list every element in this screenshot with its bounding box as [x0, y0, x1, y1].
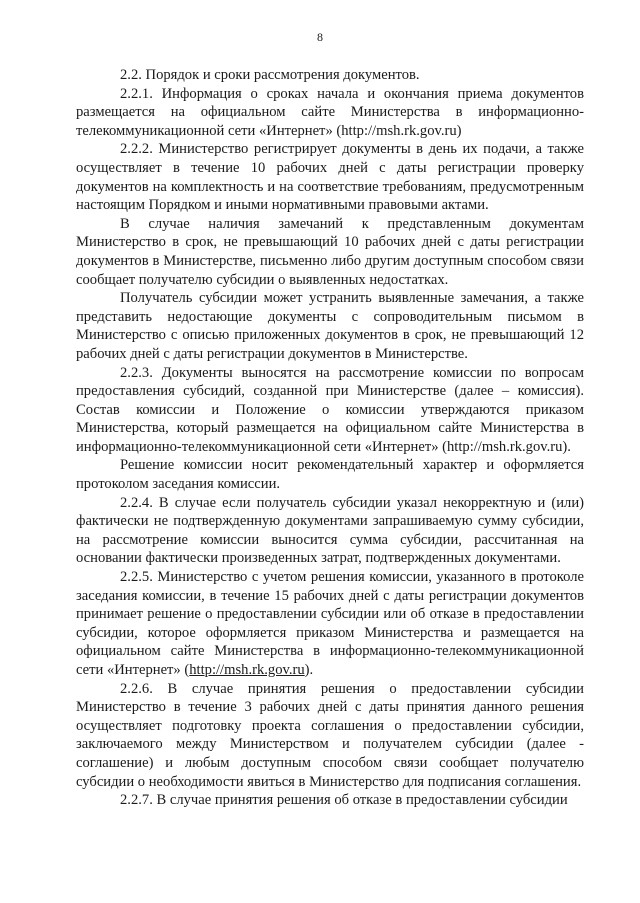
paragraph-2-2-2: 2.2.2. Министерство регистрирует документы в день их подачи, а также осуществляет в течение 10 рабочих дней с даты регистрации проверку документов на комплектность и на соответствие требованиям, предусмотренным настоящим Порядком и иными нормативными правовыми актами. — [76, 141, 584, 214]
page-number: 8 — [317, 30, 323, 44]
paragraph-corrections: Получатель субсидии может устранить выявленные замечания, а также представить недостающие документы с сопроводительным письмом в Министерство с описью приложенных документов в срок, не превышающий 12 рабочих дней с даты регистрации документов в Министерстве. — [76, 290, 584, 362]
paragraph-2-2: 2.2. Порядок и сроки рассмотрения документов. — [120, 67, 420, 83]
paragraph-2-2-4: 2.2.4. В случае если получатель субсидии указал некорректную и (или) фактически не подтвержденную документами запрашиваемую сумму субсидии, на рассмотрение комиссии выносится сумма субсидии, рассчитанная на основании фактически произведенных затрат, подтвержденных документами. — [76, 494, 584, 567]
paragraph-2-2-5-text: 2.2.5. Министерство с учетом решения комиссии, указанного в протоколе заседания комиссии, в течение 15 рабочих дней с даты регистрации документов принимает решение о предоставлении субсидии или об отказе в предоставлении субсидии, которое оформляется приказом Министерства и размещается на официальном сайте Министерства в информационно-телекоммуникационной сети «Интернет» ( — [76, 569, 584, 678]
paragraph-commission-decision: Решение комиссии носит рекомендательный характер и оформляется протоколом заседания комиссии. — [76, 457, 584, 493]
paragraph-2-2-5 — [76, 568, 584, 680]
paragraph-remarks: В случае наличия замечаний к представленным документам Министерство в срок, не превышающий 10 рабочих дней с даты регистрации документов в Министерстве, письменно либо другим доступным способом связи сообщает получателю субсидии о выявленных недостатках. — [76, 215, 584, 288]
ministry-website-link[interactable]: http://msh.rk.gov.ru — [189, 662, 305, 678]
paragraph-2-2-1: 2.2.1. Информация о сроках начала и окончания приема документов размещается на официальном сайте Министерства в информационно-телекоммуникационной сети «Интернет» (http://msh.rk.gov.ru) — [76, 85, 584, 139]
paragraph-2-2-6: 2.2.6. В случае принятия решения о предоставлении субсидии Министерство в течение 3 рабочих дней с даты принятия данного решения осуществляет подготовку проекта соглашения о предоставлении субсидии, заключаемого между Министерством и получателем субсидии (далее - соглашение) и любым доступным способом связи сообщает получателю субсидии о необходимости явиться в Министерство для подписания соглашения. — [76, 680, 584, 790]
paragraph-2-2-7: 2.2.7. В случае принятия решения об отказе в предоставлении субсидии — [120, 792, 568, 809]
paragraph-2-2-5-tail: ). — [304, 662, 314, 678]
paragraph-2-2-3: 2.2.3. Документы выносятся на рассмотрение комиссии по вопросам предоставления субсидий, созданной при Министерстве (далее – комиссия). Состав комиссии и Положение о комиссии утверждаются приказом Министерства, который размещается на официальном сайте Министерства в информационно-телекоммуникационной сети «Интернет» (http://msh.rk.gov.ru). — [76, 364, 584, 455]
document-body — [76, 66, 584, 810]
